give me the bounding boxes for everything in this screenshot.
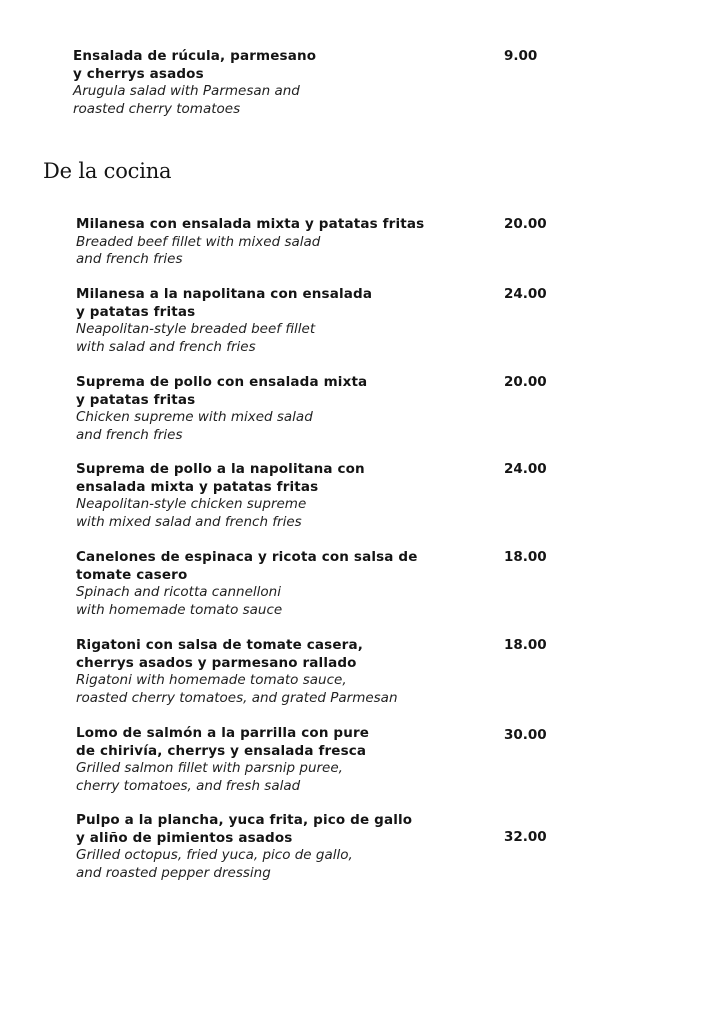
dish-description: Neapolitan-style chicken supreme with mixed salad and french fries <box>76 496 307 530</box>
dish-name: Canelones de espinaca y ricota con salsa de tomate casero <box>76 549 418 583</box>
dish-price: 20.00 <box>504 374 547 390</box>
dish-description: Arugula salad with Parmesan and roasted cherry tomatoes <box>73 83 300 117</box>
dish-price: 30.00 <box>504 727 547 743</box>
dish-name: Suprema de pollo con ensalada mixta y patatas fritas <box>76 374 368 408</box>
dish-price: 18.00 <box>504 637 547 653</box>
dish-price: 18.00 <box>504 549 547 565</box>
dish-name: Pulpo a la plancha, yuca frita, pico de gallo y aliño de pimientos asados <box>76 812 413 846</box>
dish-name: Milanesa a la napolitana con ensalada y patatas fritas <box>76 286 373 320</box>
dish-price: 24.00 <box>504 461 547 477</box>
dish-description: Breaded beef fillet with mixed salad and french fries <box>76 233 321 267</box>
section-title: De la cocina <box>43 159 172 183</box>
dish-name: Ensalada de rúcula, parmesano y cherrys asados <box>73 48 317 82</box>
dish-description: Grilled salmon fillet with parsnip puree, cherry tomatoes, and fresh salad <box>76 760 343 794</box>
dish-description: Spinach and ricotta cannelloni with homemade tomato sauce <box>76 584 283 618</box>
dish-price: 32.00 <box>504 829 547 845</box>
dish-name: Rigatoni con salsa de tomate casera, cherrys asados y parmesano rallado <box>76 637 364 671</box>
dish-name: Suprema de pollo a la napolitana con ensalada mixta y patatas fritas <box>76 461 365 495</box>
dish-price: 9.00 <box>504 48 538 64</box>
dish-description: Chicken supreme with mixed salad and french fries <box>76 409 313 443</box>
dish-name: Lomo de salmón a la parrilla con pure de chirivía, cherrys y ensalada fresca <box>76 725 370 759</box>
dish-description: Rigatoni with homemade tomato sauce, roasted cherry tomatoes, and grated Parmesan <box>76 672 398 706</box>
dish-price: 20.00 <box>504 216 547 232</box>
dish-description: Grilled octopus, fried yuca, pico de gallo, and roasted pepper dressing <box>76 847 353 881</box>
dish-description: Neapolitan-style breaded beef fillet with salad and french fries <box>76 321 316 355</box>
dish-name: Milanesa con ensalada mixta y patatas fritas <box>76 216 425 232</box>
dish-price: 24.00 <box>504 286 547 302</box>
